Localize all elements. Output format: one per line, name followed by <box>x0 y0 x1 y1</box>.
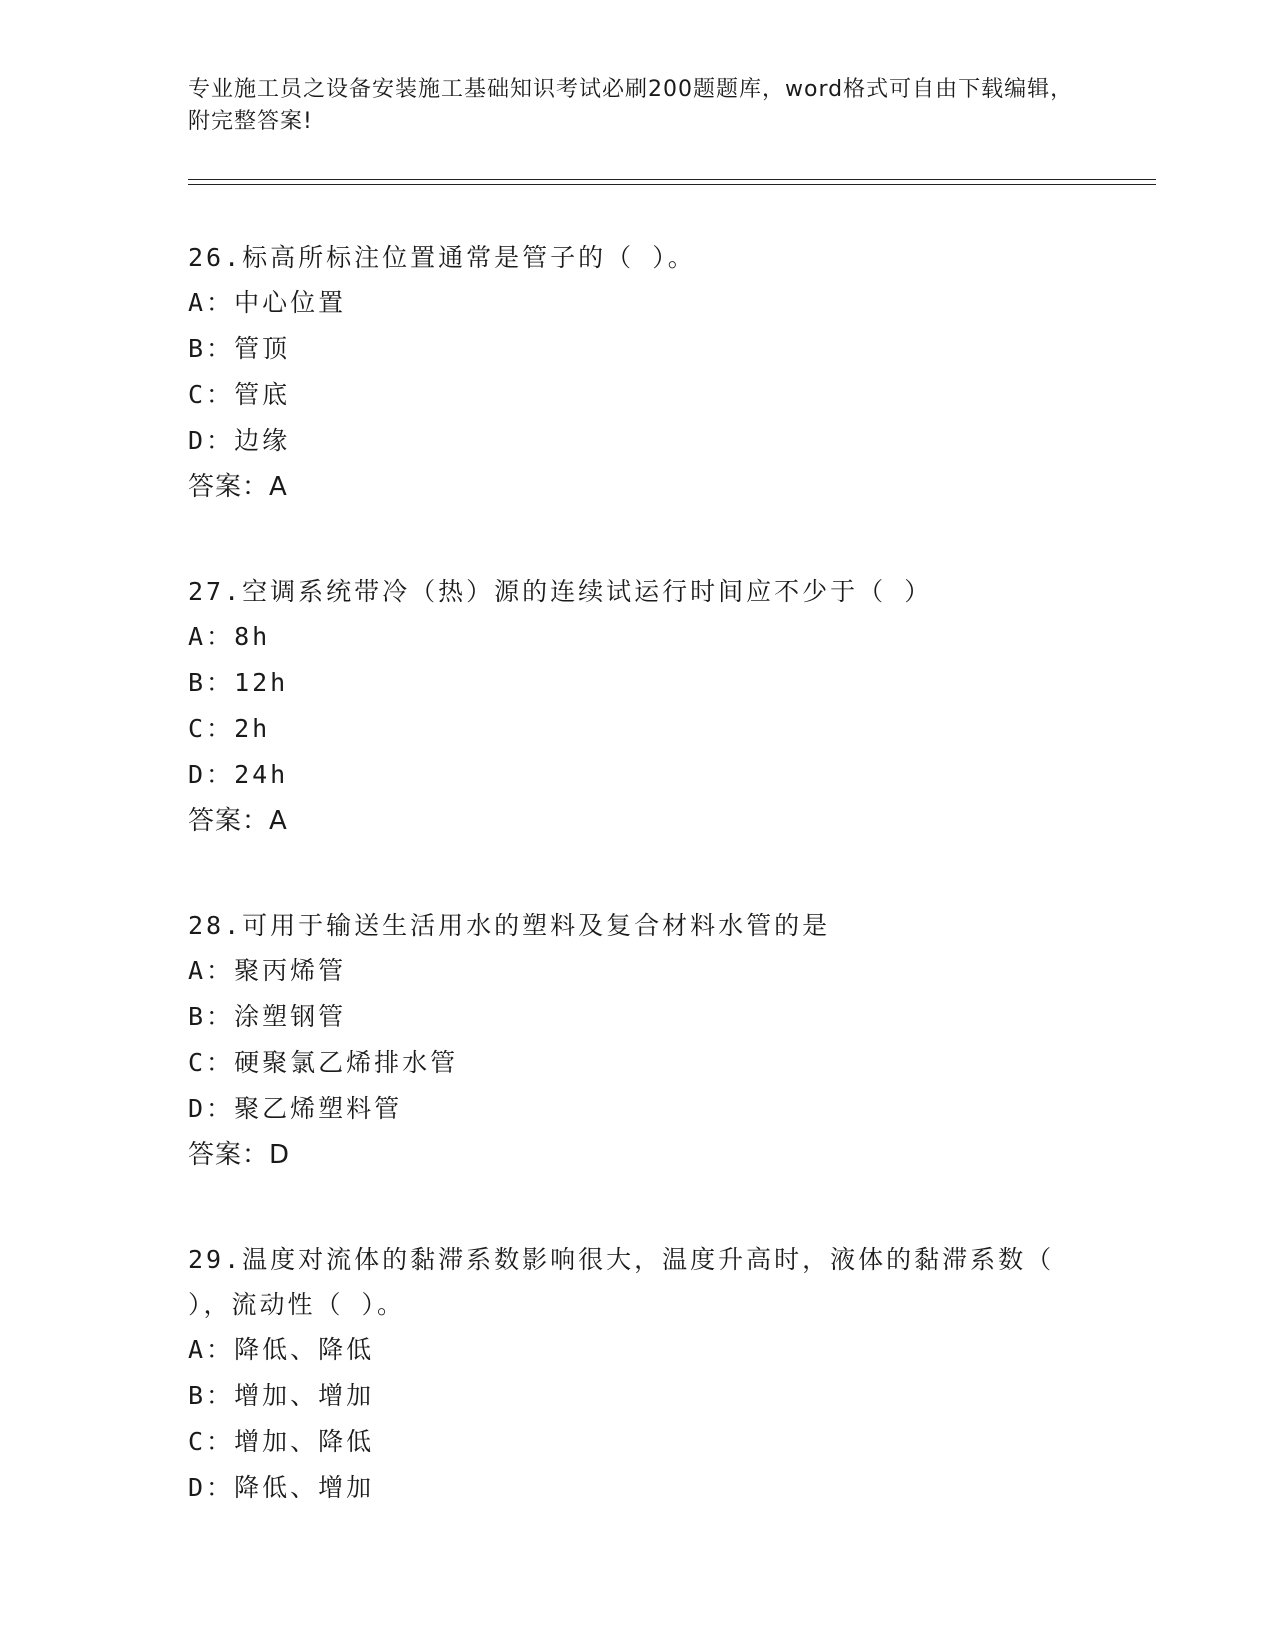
option-text: 聚乙烯塑料管 <box>234 1094 403 1123</box>
option-key: C： <box>188 1048 235 1077</box>
option-text: 24h <box>234 760 289 789</box>
option-text: 边缘 <box>234 426 291 455</box>
option-key: D： <box>188 1094 235 1123</box>
option-key: D： <box>188 1473 235 1502</box>
header-divider-top <box>188 179 1156 180</box>
question-stem: 26.标高所标注位置通常是管子的（ ）。 <box>188 243 696 272</box>
option-text: 管顶 <box>234 334 291 363</box>
option-c <box>188 1419 1088 1465</box>
option-text: 聚丙烯管 <box>234 956 347 985</box>
option-text: 涂塑钢管 <box>234 1002 347 1031</box>
question-stem: 29.温度对流体的黏滞系数影响很大，温度升高时，液体的黏滞系数（ ），流动性（ ）。 <box>188 1245 1055 1319</box>
option-a <box>188 1327 1088 1373</box>
question-stem: 27.空调系统带冷（热）源的连续试运行时间应不少于（ ） <box>188 577 933 606</box>
header-title: 专业施工员之设备安装施工基础知识考试必刷200题题库，word格式可自由下载编辑，附完整答案! <box>188 77 1074 134</box>
option-key: A： <box>188 956 235 985</box>
option-key: D： <box>188 760 235 789</box>
option-key: C： <box>188 714 235 743</box>
option-d <box>188 1086 1088 1132</box>
option-key: A： <box>188 1335 235 1364</box>
option-text: 降低、增加 <box>234 1473 375 1502</box>
answer-line: 答案：A <box>188 472 288 502</box>
answer-line: 答案：D <box>188 1140 291 1170</box>
option-d <box>188 418 1088 464</box>
option-text: 管底 <box>234 380 291 409</box>
option-text: 中心位置 <box>234 288 347 317</box>
option-c <box>188 706 1088 752</box>
option-text: 8h <box>234 622 271 651</box>
option-b <box>188 660 1088 706</box>
option-text: 增加、降低 <box>234 1427 375 1456</box>
option-key: B： <box>188 1381 235 1410</box>
option-b <box>188 326 1088 372</box>
option-key: B： <box>188 334 235 363</box>
document-header <box>188 74 1088 138</box>
option-key: C： <box>188 1427 235 1456</box>
option-text: 12h <box>234 668 289 697</box>
option-d <box>188 1465 1088 1511</box>
option-text: 2h <box>234 714 271 743</box>
header-divider-bottom <box>188 184 1156 185</box>
option-a <box>188 948 1088 994</box>
option-a <box>188 280 1088 326</box>
option-text: 降低、降低 <box>234 1335 375 1364</box>
option-text: 硬聚氯乙烯排水管 <box>234 1048 459 1077</box>
option-key: B： <box>188 1002 235 1031</box>
option-key: D： <box>188 426 235 455</box>
option-b <box>188 1373 1088 1419</box>
option-key: A： <box>188 622 235 651</box>
option-key: B： <box>188 668 235 697</box>
question-27 <box>188 569 1088 844</box>
question-list <box>188 235 1088 1570</box>
option-a <box>188 614 1088 660</box>
option-c <box>188 1040 1088 1086</box>
option-b <box>188 994 1088 1040</box>
option-d <box>188 752 1088 798</box>
question-28 <box>188 903 1088 1178</box>
question-stem: 28.可用于输送生活用水的塑料及复合材料水管的是 <box>188 911 831 940</box>
option-c <box>188 372 1088 418</box>
option-key: A： <box>188 288 235 317</box>
option-text: 增加、增加 <box>234 1381 375 1410</box>
option-key: C： <box>188 380 235 409</box>
answer-line: 答案：A <box>188 806 288 836</box>
question-29 <box>188 1237 1088 1511</box>
question-26 <box>188 235 1088 510</box>
